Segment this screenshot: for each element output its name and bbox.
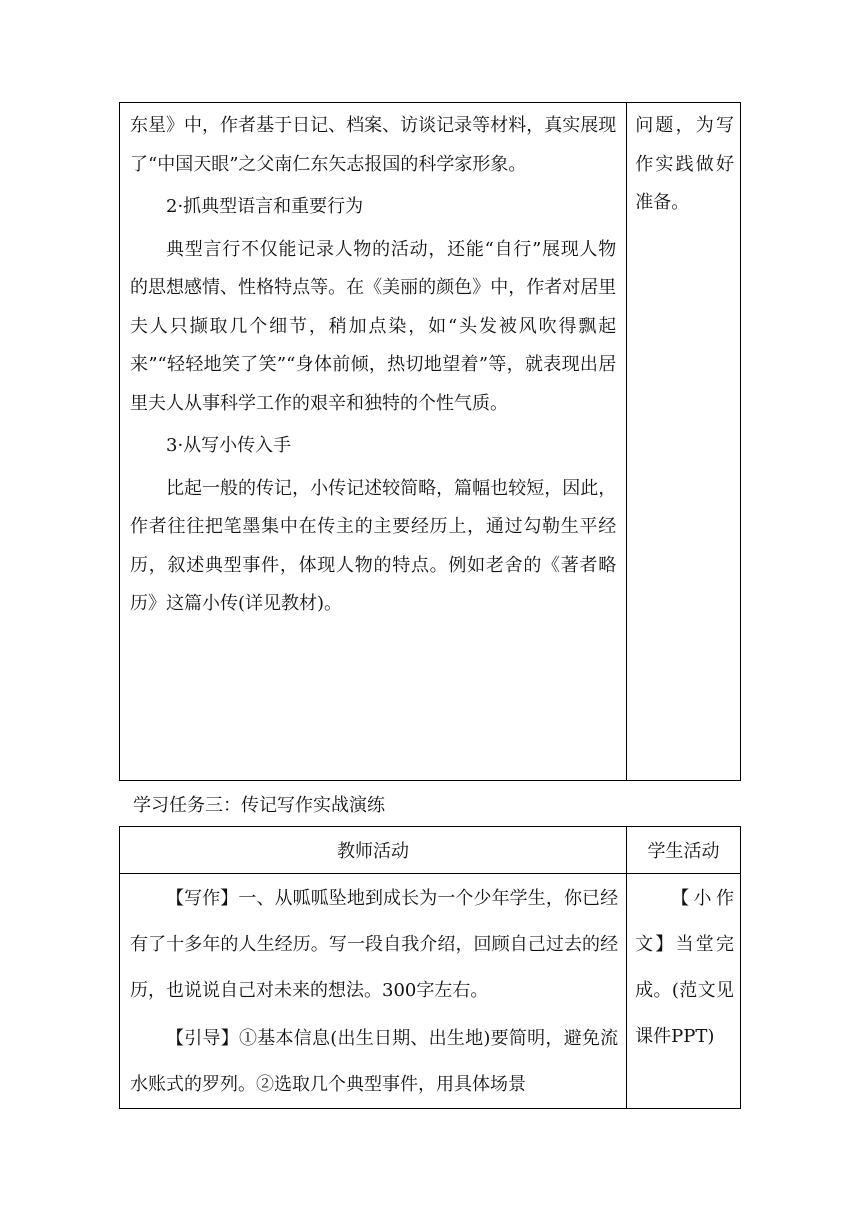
teacher-activity-paragraph: 3·从写小传入手 [166, 435, 292, 456]
guide-paragraph [120, 1014, 626, 1108]
guide-tag: 【引导】 [166, 1028, 239, 1049]
task-three-table [119, 826, 741, 1109]
teacher-activity-cell [120, 874, 627, 1109]
teacher-activity-text [120, 103, 626, 624]
student-activity-cell [627, 103, 741, 781]
student-activity-paragraph [627, 874, 740, 1060]
teacher-activity-paragraph: 东星》中，作者基于日记、档案、访谈记录等材料，真实展现了“中国天眼”之父南仁东矢志报国的科学家形象。 [130, 115, 617, 175]
lesson-table-continued [119, 102, 741, 781]
writing-tag: 【写作】 [166, 888, 239, 909]
student-activity-cell [627, 874, 741, 1109]
task-heading: 学习任务三：传记写作实战演练 [133, 795, 385, 816]
student-activity-text: 问题，为写作实践做好准备。 [635, 115, 734, 213]
teacher-activity-paragraph: 典型言行不仅能记录人物的活动，还能“自行”展现人物的思想感情、性格特点等。在《美丽的颜色》中，作者对居里夫人只撷取几个细节，稍加点染，如“头发被风吹得飘起来”“轻轻地笑了笑”“身体前倾，热切地望着”等，就表现出居里夫人从事科学工作的艰辛和独特的个性气质。 [130, 238, 617, 414]
teacher-activity-cell [120, 103, 627, 781]
teacher-activity-paragraph: 比起一般的传记，小传记述较简略，篇幅也较短，因此，作者往往把笔墨集中在传主的主要经历上，通过勾勒生平经历，叙述典型事件，体现人物的特点。例如老舍的《著者略历》这篇小传(详见教材)。 [130, 477, 617, 614]
header-teacher-activity: 教师活动 [120, 827, 627, 874]
teacher-activity-paragraph: 2·抓典型语言和重要行为 [166, 196, 364, 217]
writing-paragraph [120, 874, 626, 1014]
header-student-activity: 学生活动 [627, 827, 741, 874]
student-tag: 【小作文】 [635, 888, 734, 955]
writing-text: 一、从呱呱坠地到成长为一个少年学生，你已经有了十多年的人生经历。写一段自我介绍，回顾自己过去的经历，也说说自己对未来的想法。300字左右。 [130, 888, 619, 1001]
guide-text: ①基本信息(出生日期、出生地)要简明，避免流水账式的罗列。②选取几个典型事件，用具体场景 [130, 1028, 619, 1095]
student-text: 当堂完成。(范文见课件PPT) [635, 934, 735, 1047]
